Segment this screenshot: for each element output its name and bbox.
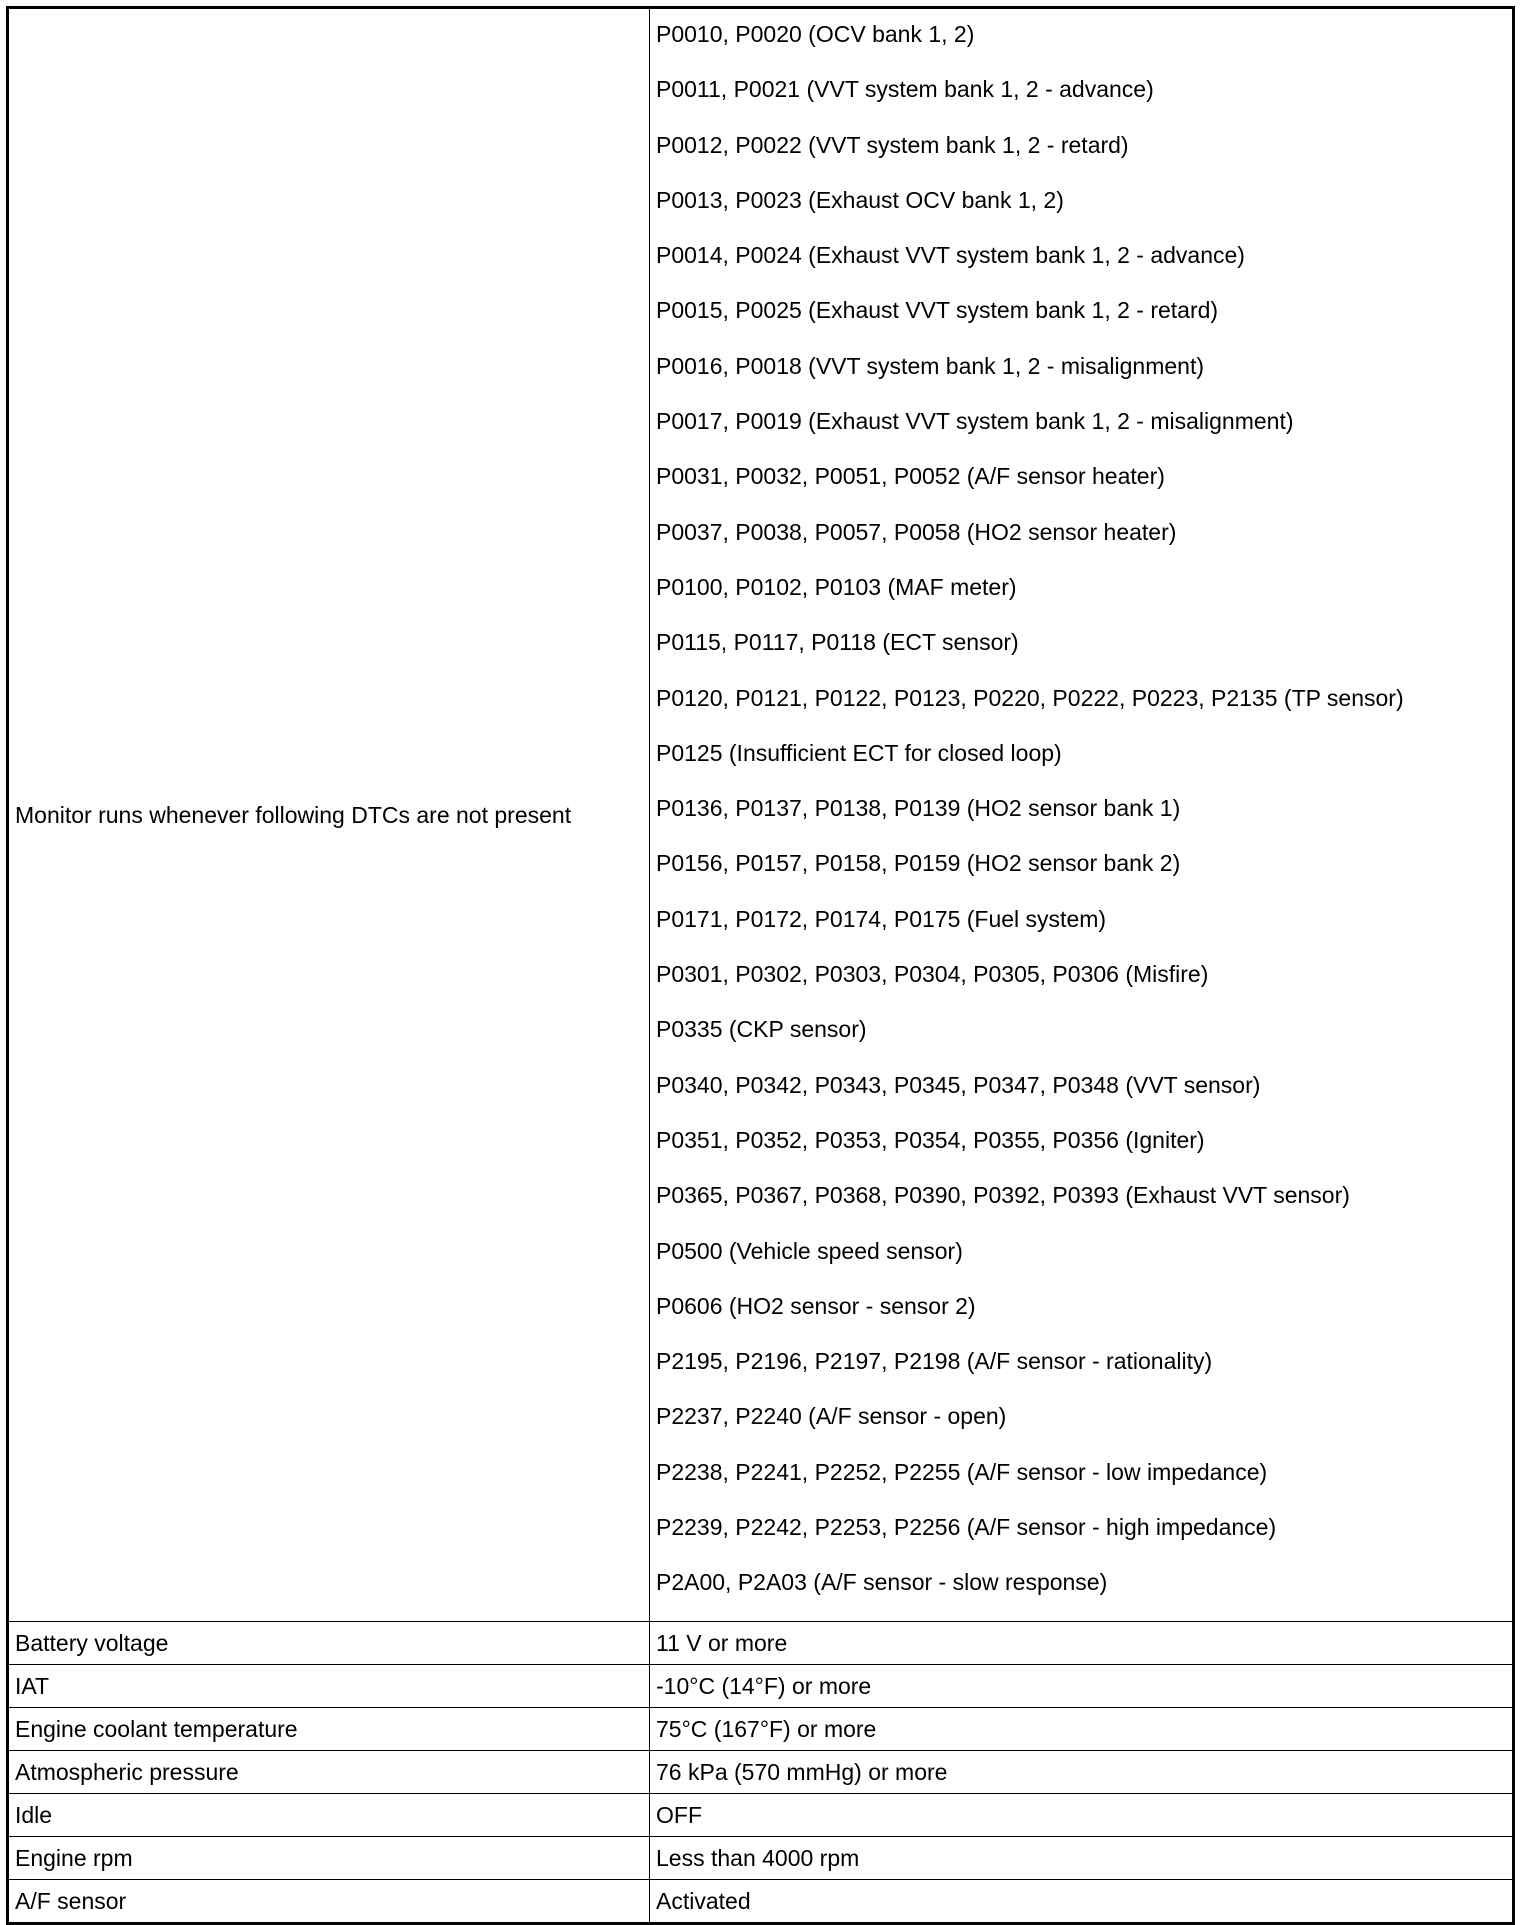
table-body <box>8 8 1514 1924</box>
condition-value: 76 kPa (570 mmHg) or more <box>650 1750 1514 1793</box>
condition-row-idle <box>8 1793 1514 1836</box>
dtc-row-label: Monitor runs whenever following DTCs are not present <box>15 801 572 828</box>
dtc-item: P0017, P0019 (Exhaust VVT system bank 1, 2 - misalignment) <box>656 408 1294 435</box>
condition-row-battery-voltage <box>8 1621 1514 1664</box>
condition-label: IAT <box>8 1664 650 1707</box>
dtc-item: P0013, P0023 (Exhaust OCV bank 1, 2) <box>656 186 1064 213</box>
condition-row-af-sensor <box>8 1879 1514 1923</box>
dtc-item: P0037, P0038, P0057, P0058 (HO2 sensor heater) <box>656 518 1177 545</box>
dtc-item: P0100, P0102, P0103 (MAF meter) <box>656 573 1017 600</box>
dtc-item: P0120, P0121, P0122, P0123, P0220, P0222, P0223, P2135 (TP sensor) <box>656 684 1404 711</box>
dtc-item: P2A00, P2A03 (A/F sensor - slow response) <box>656 1569 1108 1596</box>
condition-label: Battery voltage <box>8 1621 650 1664</box>
condition-value: Less than 4000 rpm <box>650 1836 1514 1879</box>
condition-row-engine-rpm <box>8 1836 1514 1879</box>
dtc-list-cell <box>650 8 1514 1622</box>
dtc-item: P0031, P0032, P0051, P0052 (A/F sensor heater) <box>656 463 1165 490</box>
condition-label: Engine rpm <box>8 1836 650 1879</box>
condition-label: Atmospheric pressure <box>8 1750 650 1793</box>
dtc-item: P0171, P0172, P0174, P0175 (Fuel system) <box>656 905 1107 932</box>
dtc-item: P0015, P0025 (Exhaust VVT system bank 1, 2 - retard) <box>656 297 1219 324</box>
dtc-item: P0156, P0157, P0158, P0159 (HO2 sensor bank 2) <box>656 850 1181 877</box>
monitor-conditions-table <box>6 6 1515 1925</box>
dtc-item: P0136, P0137, P0138, P0139 (HO2 sensor bank 1) <box>656 795 1181 822</box>
condition-value: OFF <box>650 1793 1514 1836</box>
condition-value: 11 V or more <box>650 1621 1514 1664</box>
dtc-item: P0011, P0021 (VVT system bank 1, 2 - advance) <box>656 76 1154 103</box>
dtc-label-cell <box>8 8 650 1622</box>
dtc-item: P0012, P0022 (VVT system bank 1, 2 - retard) <box>656 131 1129 158</box>
dtc-item: P0351, P0352, P0353, P0354, P0355, P0356 (Igniter) <box>656 1126 1205 1153</box>
dtc-item: P2195, P2196, P2197, P2198 (A/F sensor - rationality) <box>656 1348 1213 1375</box>
dtc-item: P0335 (CKP sensor) <box>656 1016 867 1043</box>
dtc-item: P0125 (Insufficient ECT for closed loop) <box>656 739 1062 766</box>
condition-value: 75°C (167°F) or more <box>650 1707 1514 1750</box>
condition-label: Idle <box>8 1793 650 1836</box>
dtc-row <box>8 8 1514 1622</box>
condition-value: -10°C (14°F) or more <box>650 1664 1514 1707</box>
condition-value: Activated <box>650 1879 1514 1923</box>
dtc-item: P0010, P0020 (OCV bank 1, 2) <box>656 21 975 47</box>
dtc-item: P0016, P0018 (VVT system bank 1, 2 - misalignment) <box>656 352 1205 379</box>
dtc-item: P0115, P0117, P0118 (ECT sensor) <box>656 629 1019 656</box>
condition-row-iat <box>8 1664 1514 1707</box>
condition-label: A/F sensor <box>8 1879 650 1923</box>
dtc-item: P0301, P0302, P0303, P0304, P0305, P0306 (Misfire) <box>656 961 1209 988</box>
dtc-item: P0500 (Vehicle speed sensor) <box>656 1237 963 1264</box>
dtc-item: P0365, P0367, P0368, P0390, P0392, P0393 (Exhaust VVT sensor) <box>656 1182 1350 1209</box>
condition-label: Engine coolant temperature <box>8 1707 650 1750</box>
dtc-item: P2239, P2242, P2253, P2256 (A/F sensor - high impedance) <box>656 1514 1277 1541</box>
dtc-item: P2238, P2241, P2252, P2255 (A/F sensor - low impedance) <box>656 1458 1268 1485</box>
dtc-item: P2237, P2240 (A/F sensor - open) <box>656 1403 1007 1430</box>
condition-row-atmospheric-pressure <box>8 1750 1514 1793</box>
dtc-item: P0014, P0024 (Exhaust VVT system bank 1, 2 - advance) <box>656 242 1245 269</box>
dtc-item: P0606 (HO2 sensor - sensor 2) <box>656 1292 976 1319</box>
condition-row-engine-coolant-temperature <box>8 1707 1514 1750</box>
dtc-item: P0340, P0342, P0343, P0345, P0347, P0348 (VVT sensor) <box>656 1071 1261 1098</box>
